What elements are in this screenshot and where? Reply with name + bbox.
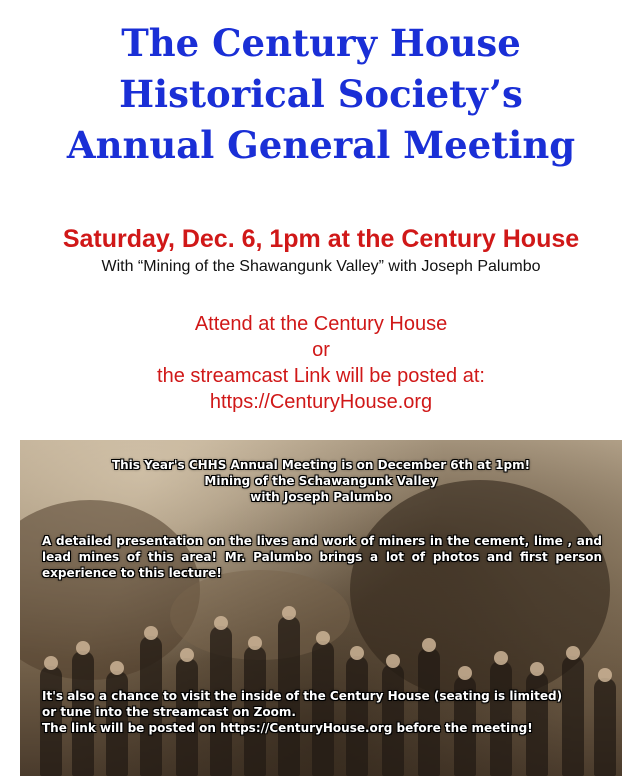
attend-line-2: or <box>312 339 330 361</box>
title-line-2: Historical Society’s <box>119 72 523 116</box>
photo-footer-line-3: The link will be posted on https://CenturyHouse.org before the meeting! <box>42 721 533 735</box>
attend-info <box>0 311 642 415</box>
miner-head <box>530 662 544 676</box>
title-line-3: Annual General Meeting <box>66 123 576 167</box>
miner-head <box>350 646 364 660</box>
miner-head <box>110 661 124 675</box>
miner-head <box>458 666 472 680</box>
miner-head <box>180 648 194 662</box>
miner-head <box>44 656 58 670</box>
attend-line-3: the streamcast Link will be posted at: <box>157 365 485 387</box>
photo-description: A detailed presentation on the lives and work of miners in the cement, lime , and lead mines of this area! Mr. Palumbo brings a lot of photos and first person experience to this lecture! <box>42 534 602 580</box>
photo-header <box>20 457 622 505</box>
miner-head <box>598 668 612 682</box>
miner-head <box>282 606 296 620</box>
miner-head <box>422 638 436 652</box>
event-date: Saturday, Dec. 6, 1pm at the Century House <box>62 225 580 253</box>
title-line-1: The Century House <box>121 21 521 65</box>
miner-head <box>214 616 228 630</box>
miner-head <box>386 654 400 668</box>
miner-head <box>494 651 508 665</box>
miners-photo <box>20 440 622 776</box>
photo-footer-line-1: It's also a chance to visit the inside of the Century House (seating is limited) <box>42 689 563 703</box>
photo-header-line-2: Mining of the Schawangunk Valley <box>204 474 438 488</box>
photo-header-line-3: with Joseph Palumbo <box>250 490 392 504</box>
photo-footer-line-2: or tune into the streamcast on Zoom. <box>42 705 296 719</box>
attend-line-1: Attend at the Century House <box>194 313 448 335</box>
miner-head <box>248 636 262 650</box>
flyer-title <box>0 18 642 171</box>
photo-footer <box>42 688 602 736</box>
attend-url: https://CenturyHouse.org <box>209 391 433 413</box>
miner-head <box>144 626 158 640</box>
miner-head <box>76 641 90 655</box>
event-subtitle: With “Mining of the Shawangunk Valley” with Joseph Palumbo <box>101 258 541 275</box>
miner-head <box>566 646 580 660</box>
photo-rock <box>20 500 200 680</box>
miner-head <box>316 631 330 645</box>
photo-header-line-1: This Year's CHHS Annual Meeting is on December 6th at 1pm! <box>111 458 531 472</box>
